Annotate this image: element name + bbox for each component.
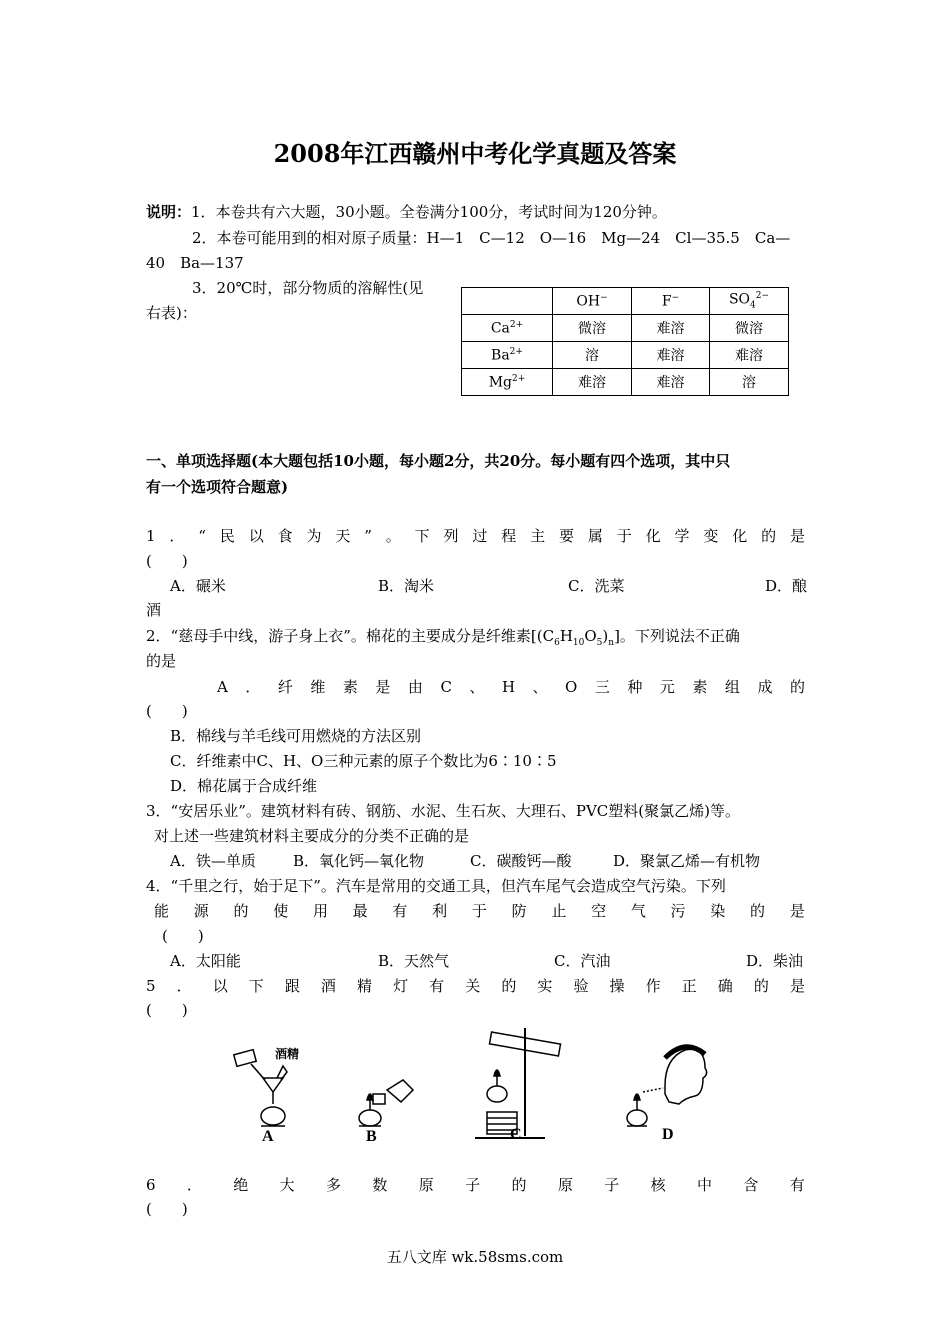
q3-option-d: D．聚氯乙烯—有机物	[613, 852, 761, 870]
table-row-ion: $Ba^{2+}$	[462, 342, 553, 369]
stem-char: 多	[326, 1176, 342, 1194]
figure-label-a: A	[262, 1128, 274, 1145]
stem-char: 变	[703, 527, 719, 545]
stem-char: 作	[645, 977, 661, 995]
stem-char: “	[198, 527, 206, 545]
stem-char: ．	[245, 678, 261, 696]
stem-char: 止	[551, 902, 567, 920]
alcohol-lamp-figure	[225, 1028, 715, 1148]
table-header-cell: F−	[632, 288, 710, 315]
figure-label-d: D	[662, 1126, 674, 1143]
stem-char: 原	[557, 1176, 573, 1194]
q4-stem-cont	[154, 900, 805, 922]
stem-char: 化	[732, 527, 748, 545]
stem-char: 、	[469, 678, 485, 696]
q2-option-a	[217, 676, 805, 698]
stem-char: A	[217, 678, 228, 696]
stem-char: 验	[573, 977, 589, 995]
note-2-cont: 40 Ba—137	[146, 254, 244, 272]
stem-char: ．	[186, 1176, 202, 1194]
stem-char: 天	[335, 527, 351, 545]
note-2: 2．本卷可能用到的相对原子质量：H—1 C—12 O—16 Mg—24 Cl—35.5 Ca—	[192, 229, 791, 247]
stem-char: 绝	[233, 1176, 249, 1194]
q4-option-b: B．天然气	[378, 952, 450, 970]
table-cell: 难溶	[632, 342, 710, 369]
stem-char: 源	[193, 902, 209, 920]
note-1-text: 1．本卷共有六大题，30小题。全卷满分100分，考试时间为120分钟。	[191, 203, 667, 221]
stem-char: 民	[219, 527, 235, 545]
table-header-cell	[462, 288, 553, 315]
figure-a	[234, 1050, 287, 1126]
stem-char: 正	[681, 977, 697, 995]
table-row	[462, 369, 789, 396]
note-label: 说明：	[146, 203, 192, 221]
stem-char: 是	[375, 678, 391, 696]
stem-char: 于	[471, 902, 487, 920]
table-cell: 溶	[553, 342, 632, 369]
table-row-ion: $Ca^{2+}$	[462, 315, 553, 342]
stem-char: 种	[627, 678, 643, 696]
lamp-icon	[359, 1110, 381, 1126]
q1-option-c: C．洗菜	[568, 577, 625, 595]
stem-char: ．	[176, 977, 192, 995]
q2-option-c: C．纤维素中C、H、O三种元素的原子个数比为6∶10∶5	[170, 752, 557, 770]
stem-char: 过	[472, 527, 488, 545]
stem-char: 确	[717, 977, 733, 995]
flame-icon	[367, 1094, 373, 1100]
stem-char: 是	[789, 977, 805, 995]
flame-icon	[634, 1094, 640, 1100]
stem-char: 于	[616, 527, 632, 545]
table-cell: 溶	[710, 369, 789, 396]
stem-char: 主	[530, 527, 546, 545]
stem-char: 纤	[277, 678, 293, 696]
stem-char: 素	[342, 678, 358, 696]
q2-option-b: B．棉线与羊毛线可用燃烧的方法区别	[170, 727, 422, 745]
q2-option-d: D．棉花属于合成纤维	[170, 777, 318, 795]
q6-paren: ( )	[146, 1200, 188, 1218]
q1-option-a: A．碾米	[170, 577, 226, 595]
stem-char: 数	[372, 1176, 388, 1194]
stem-char: 由	[407, 678, 423, 696]
stem-char: 的	[753, 977, 769, 995]
table-cell: 微溶	[553, 315, 632, 342]
stem-char: 的	[511, 1176, 527, 1194]
stem-char: 精	[357, 977, 373, 995]
stem-char: 5	[146, 977, 156, 995]
q3-stem-cont: 对上述一些建筑材料主要成分的分类不正确的是	[154, 827, 470, 845]
q2-stem: 2．“慈母手中线，游子身上衣”。棉花的主要成分是纤维素$[(C_6H_{10}O_5)_n]$。下列说法不正确	[146, 627, 740, 648]
stem-char: 跟	[284, 977, 300, 995]
stem-char: 利	[432, 902, 448, 920]
stem-char: 列	[443, 527, 459, 545]
q1-paren: ( )	[146, 552, 188, 570]
stem-char: 。	[385, 527, 401, 545]
stem-char: 中	[697, 1176, 713, 1194]
q3-option-a: A．铁—单质	[170, 852, 256, 870]
stem-char: 污	[670, 902, 686, 920]
lamp-icon	[487, 1086, 507, 1102]
table-cell: 难溶	[632, 369, 710, 396]
stem-char: 、	[532, 678, 548, 696]
lamp-icon	[627, 1110, 647, 1126]
figure-b	[359, 1080, 413, 1126]
stem-char: 素	[692, 678, 708, 696]
stem-char: 含	[743, 1176, 759, 1194]
stem-char: ”	[364, 527, 372, 545]
stem-char: 使	[273, 902, 289, 920]
stem-char: 1	[146, 527, 156, 545]
funnel-icon	[263, 1078, 283, 1092]
q4-stem: 4．“千里之行，始于足下”。汽车是常用的交通工具，但汽车尾气会造成空气污染。下列	[146, 877, 726, 895]
note-3-cont: 右表)：	[146, 304, 197, 322]
note-1	[146, 201, 667, 223]
q4-option-d: D．柴油	[746, 952, 804, 970]
figure-label-c: C	[510, 1126, 522, 1143]
stem-char: 三	[594, 678, 610, 696]
stem-char: 气	[630, 902, 646, 920]
stem-char: 有	[429, 977, 445, 995]
table-cell: 难溶	[710, 342, 789, 369]
stem-char: O	[565, 678, 578, 696]
table-cell: 微溶	[710, 315, 789, 342]
table-cell: 难溶	[553, 369, 632, 396]
stem-char: 学	[674, 527, 690, 545]
q6-stem	[146, 1174, 805, 1196]
table-header-row	[462, 288, 789, 315]
section-1-heading-cont: 有一个选项符合题意)	[146, 478, 289, 496]
table-row	[462, 315, 789, 342]
q4-option-c: C．汽油	[554, 952, 611, 970]
stem-char: 元	[659, 678, 675, 696]
footer: 五八文库 wk.58sms.com	[386, 1248, 564, 1266]
alcohol-label: 酒精	[275, 1047, 300, 1061]
table-header-cell: $SO_4^{2-}$	[710, 288, 789, 315]
stem-char: 以	[248, 527, 264, 545]
lamp-b-icon	[387, 1080, 413, 1102]
q4-paren: ( )	[162, 927, 204, 945]
section-1-heading: 一、单项选择题(本大题包括10小题，每小题2分，共20分。每小题有四个选项，其中只	[146, 452, 731, 470]
q5-paren: ( )	[146, 1001, 188, 1019]
stem-char: 空	[591, 902, 607, 920]
q1-option-b: B．淘米	[378, 577, 435, 595]
stem-char: 化	[645, 527, 661, 545]
stem-char: 子	[465, 1176, 481, 1194]
stem-char: 成	[757, 678, 773, 696]
stem-char: 防	[511, 902, 527, 920]
note-3: 3．20℃时，部分物质的溶解性(见	[192, 279, 424, 297]
stem-char: 维	[310, 678, 326, 696]
lamp-icon	[261, 1107, 285, 1125]
stem-char: H	[501, 678, 516, 696]
stem-char: 的	[750, 902, 766, 920]
stem-char: 酒	[320, 977, 336, 995]
table-row-ion: $Mg^{2+}$	[462, 369, 553, 396]
stem-char: 组	[724, 678, 740, 696]
bottle-icon	[234, 1050, 256, 1067]
q5-stem	[146, 975, 805, 997]
stem-char: 是	[789, 527, 805, 545]
q3-option-c: C．碳酸钙—酸	[470, 852, 572, 870]
q3-stem: 3．“安居乐业”。建筑材料有砖、钢筋、水泥、生石灰、大理石、PVC塑料(聚氯乙烯)等。	[146, 802, 740, 820]
page-title: 2008年江西赣州中考化学真题及答案	[273, 139, 677, 168]
stem-char: 关	[465, 977, 481, 995]
stem-char: 下	[248, 977, 264, 995]
q4-option-a: A．太阳能	[170, 952, 241, 970]
stem-char: 有	[789, 1176, 805, 1194]
q1-option-d: D．酿	[765, 577, 808, 595]
q3-option-b: B．氧化钙—氧化物	[293, 852, 425, 870]
stem-char: ．	[169, 527, 185, 545]
figure-d	[627, 1047, 707, 1126]
face-icon	[665, 1049, 707, 1104]
stem-char: 最	[352, 902, 368, 920]
stem-char: 以	[212, 977, 228, 995]
stem-char: 子	[604, 1176, 620, 1194]
q2-stem-cont: 的是	[146, 652, 177, 670]
stem-char: 要	[558, 527, 574, 545]
stem-char: 程	[501, 527, 517, 545]
stem-char: 的	[501, 977, 517, 995]
stem-char: 大	[279, 1176, 295, 1194]
stem-char: 灯	[393, 977, 409, 995]
stem-char: 原	[418, 1176, 434, 1194]
stem-char: 为	[306, 527, 322, 545]
stem-char: 的	[761, 527, 777, 545]
stem-char: 实	[537, 977, 553, 995]
flame-icon	[494, 1070, 500, 1076]
stem-char: 染	[710, 902, 726, 920]
stem-char: 用	[312, 902, 328, 920]
stem-char: 有	[392, 902, 408, 920]
stem-char: 的	[789, 678, 805, 696]
stem-char: 6	[146, 1176, 156, 1194]
table-row	[462, 342, 789, 369]
table-cell: 难溶	[632, 315, 710, 342]
q2-paren: ( )	[146, 702, 188, 720]
table-header-cell: OH−	[553, 288, 632, 315]
stem-char: 下	[414, 527, 430, 545]
solubility-table	[461, 287, 789, 396]
stem-char: 操	[609, 977, 625, 995]
stem-char: 属	[587, 527, 603, 545]
stem-char: 是	[789, 902, 805, 920]
stem-char: 能	[154, 902, 170, 920]
figure-label-b: B	[366, 1128, 377, 1145]
q1-option-d-wrap: 酒	[146, 601, 162, 619]
stem-char: 食	[277, 527, 293, 545]
stem-char: C	[440, 678, 452, 696]
stem-char: 核	[650, 1176, 666, 1194]
stem-char: 的	[233, 902, 249, 920]
q1-stem	[146, 525, 805, 547]
figure-c	[475, 1028, 561, 1138]
